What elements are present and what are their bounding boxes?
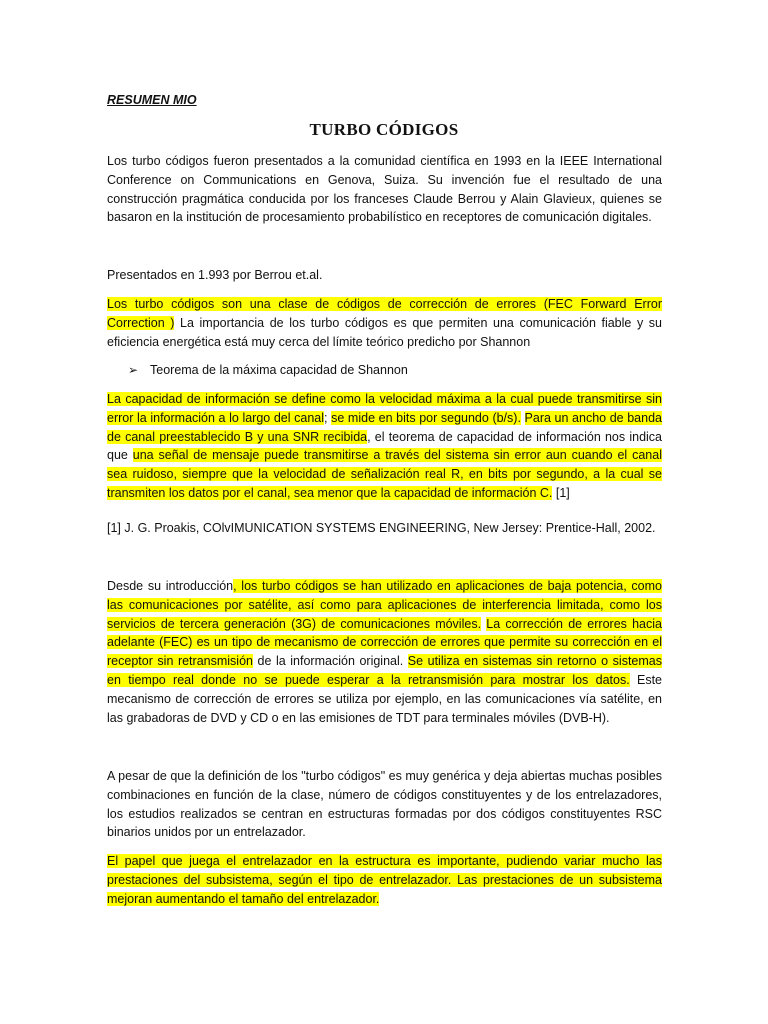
paragraph-applications bbox=[107, 577, 662, 727]
paragraph-definition bbox=[107, 295, 662, 351]
paragraph-capacity bbox=[107, 390, 662, 503]
text-importance: La importancia de los turbo códigos es que permiten una comunicación fiable y su eficiencia energética está muy cerca del límite teórico predicho por Shannon bbox=[107, 315, 663, 349]
highlight-bandwidth: Para un ancho de banda de canal preestablecido B y una SNR recibida bbox=[107, 410, 662, 444]
text-intro: Desde su introducción bbox=[107, 579, 234, 593]
citation-marker: [1] bbox=[552, 485, 570, 500]
highlight-units: se mide en bits por segundo (b/s). bbox=[331, 410, 521, 425]
highlight-interleaver: El papel que juega el entrelazador en la estructura es importante, pudiendo variar mucho las prestaciones del subsistema, según el tipo de entrelazador. Las prestaciones de un subsistema mejoran aumentando el tamaño del entrelazador. bbox=[107, 854, 662, 906]
document-header: RESUMEN MIO bbox=[107, 93, 197, 107]
text-space bbox=[521, 411, 525, 425]
reference-entry: [1] J. G. Proakis, COlvIMUNICATION SYSTEMS ENGINEERING, New Jersey: Prentice-Hall, 2002. bbox=[107, 521, 656, 535]
highlight-definition: Los turbo códigos son una clase de códigos de corrección de errores (FEC Forward Error Correction ) bbox=[107, 297, 662, 330]
text-mechanism: Este mecanismo de corrección de errores se utiliza por ejemplo, en las comunicaciones vía satélite, en las grabadoras de DVD y CD o en las emisiones de TDT para terminales móviles (DVB-H). bbox=[107, 672, 662, 725]
bullet-text: Teorema de la máxima capacidad de Shannon bbox=[150, 363, 408, 377]
bullet-item bbox=[128, 361, 408, 380]
paragraph-definition-generic: A pesar de que la definición de los "turbo códigos" es muy genérica y deja abiertas muchas posibles combinaciones en función de la clase, número de códigos constituyentes y de los entrelazadores, los estudios realizados se centran en estructuras formadas por dos códigos constituyentes RSC binarios unidos por un entrelazador. bbox=[107, 769, 662, 840]
arrow-bullet-icon: ➢ bbox=[128, 363, 139, 377]
highlight-signal: una señal de mensaje puede transmitirse a través del sistema sin error aun cuando el canal sea ruidoso, siempre que la velocidad de señalización real R, en bits por segundo, a la cual se transmiten los datos por el canal, sea menor que la capacidad de información C. bbox=[107, 448, 662, 500]
text-separator: ; bbox=[324, 410, 332, 425]
paragraph-presented: Presentados en 1.993 por Berrou et.al. bbox=[107, 268, 323, 282]
document-title: TURBO CÓDIGOS bbox=[309, 120, 459, 139]
text-original: de la información original. bbox=[252, 654, 408, 669]
text-theorem: , el teorema de capacidad de información nos indica que bbox=[107, 429, 662, 463]
highlight-fec: La corrección de errores hacia adelante (FEC) es un tipo de mecanismo de corrección de errores que permite su corrección en el receptor sin retransmisión bbox=[107, 616, 662, 669]
highlight-realtime: Se utiliza en sistemas sin retorno o sistemas en tiempo real donde no se puede esperar a la retransmisión para mostrar los datos. bbox=[107, 654, 662, 687]
paragraph-intro: Los turbo códigos fueron presentados a la comunidad científica en 1993 en la IEEE International Conference on Communications en Genova, Suiza. Su invención fue el resultado de una construcción pragmática conducida por los franceses Claude Berrou y Alain Glavieux, quienes se basaron en la institución de procesamiento probabilístico en receptores de comunicación digitales. bbox=[107, 154, 662, 225]
highlight-capacity-def: La capacidad de información se define como la velocidad máxima a la cual puede transmitirse sin error la información a lo largo del canal bbox=[107, 392, 662, 425]
highlight-applications: , los turbo códigos se han utilizado en aplicaciones de baja potencia, como las comunicaciones por satélite, así como para aplicaciones de interferencia limitada, como los servicios de tercera generación (3G) de comunicaciones móviles. bbox=[107, 579, 663, 631]
paragraph-interleaver bbox=[107, 852, 662, 908]
